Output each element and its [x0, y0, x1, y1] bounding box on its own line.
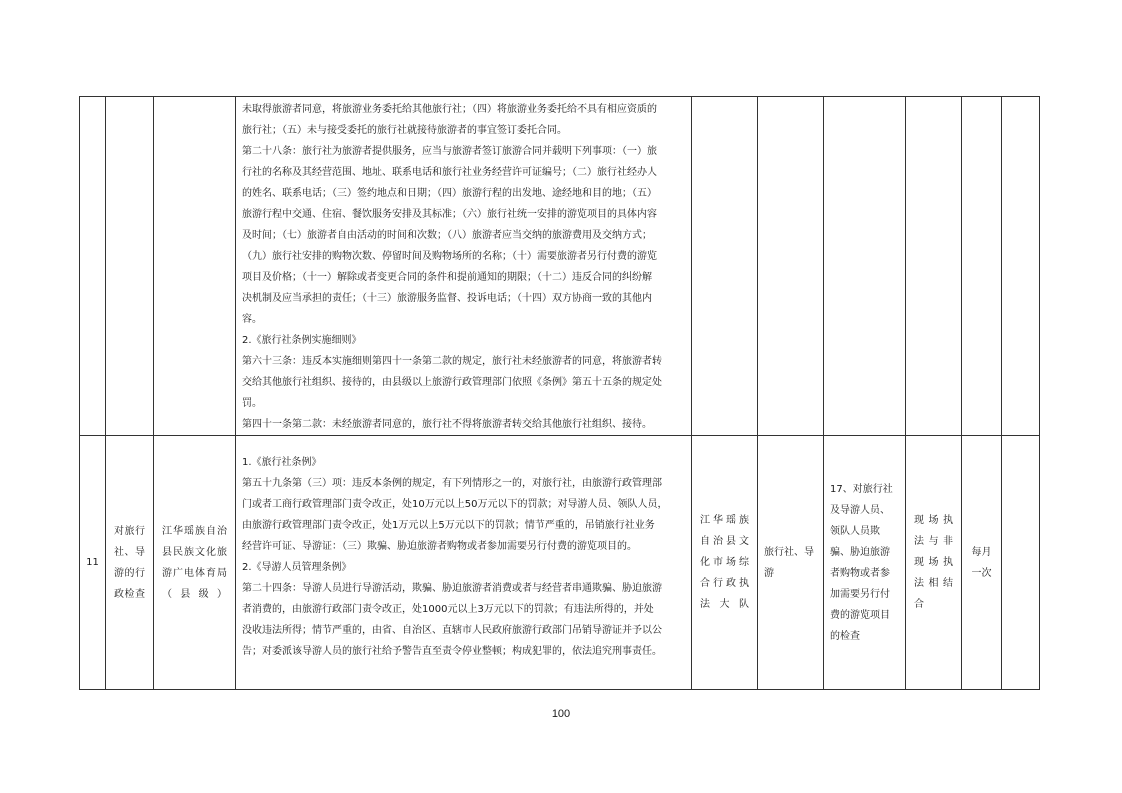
basis-line: 容。	[242, 314, 262, 325]
inspection-table	[79, 96, 1040, 690]
cell-remark	[1002, 436, 1040, 690]
cell-item: 对旅行社、导游的行政检查	[106, 436, 154, 690]
cell-target: 旅行社、导游	[758, 436, 824, 690]
basis-line: 项目及价格；（十一）解除或者变更合同的条件和提前通知的期限；（十二）违反合同的纠纷解	[242, 272, 652, 283]
cell-content: 17、对旅行社及导游人员、领队人员欺骗、胁迫旅游者购物或者参加需要另行付费的游览项目的检查	[824, 436, 906, 690]
cell-method	[906, 97, 962, 436]
basis-line: 2.《旅行社条例实施细则》	[242, 335, 362, 346]
cell-target	[758, 97, 824, 436]
basis-line: 第五十九条第（三）项：违反本条例的规定，有下列情形之一的，对旅行社，由旅游行政管理部	[242, 478, 662, 489]
basis-line: （九）旅行社安排的购物次数、停留时间及购物场所的名称；（十）需要旅游者另行付费的游览	[242, 251, 657, 262]
page-number: 100	[551, 708, 571, 720]
basis-line: 第二十四条：导游人员进行导游活动，欺骗、胁迫旅游者消费或者与经营者串通欺骗、胁迫旅游	[242, 583, 662, 594]
cell-implementer: 江华瑶族自治县文化市场综合行政执法大队	[692, 436, 758, 690]
basis-line: 及时间；（七）旅游者自由活动的时间和次数；（八）旅游者应当交纳的旅游费用及交纳方式；	[242, 230, 652, 241]
basis-line: 者消费的，由旅游行政部门责令改正，处1000元以上3万元以下的罚款；有违法所得的，并处	[242, 604, 654, 615]
cell-frequency	[962, 97, 1002, 436]
basis-line: 由旅游行政管理部门责令改正，处1万元以上5万元以下的罚款；情节严重的，吊销旅行社业务	[242, 520, 655, 531]
basis-line: 交给其他旅行社组织、接待的，由县级以上旅游行政管理部门依照《条例》第五十五条的规定处	[242, 377, 662, 388]
cell-number: 11	[80, 436, 106, 690]
basis-line: 第六十三条：违反本实施细则第四十一条第二款的规定，旅行社未经旅游者的同意，将旅游者转	[242, 356, 662, 367]
table-row-11	[80, 436, 1040, 690]
cell-implementer	[692, 97, 758, 436]
basis-line: 2.《导游人员管理条例》	[242, 562, 352, 573]
cell-item	[106, 97, 154, 436]
basis-line: 告；对委派该导游人员的旅行社给予警告直至责令停业整顿；构成犯罪的，依法追究刑事责任。	[242, 646, 662, 657]
basis-line: 行社的名称及其经营范围、地址、联系电话和旅行社业务经营许可证编号；（二）旅行社经办人	[242, 167, 657, 178]
cell-number	[80, 97, 106, 436]
basis-line: 门或者工商行政管理部门责令改正，处10万元以上50万元以下的罚款；对导游人员、领队人员，	[242, 499, 668, 510]
cell-frequency: 每月一次	[962, 436, 1002, 690]
cell-content	[824, 97, 906, 436]
cell-agency: 江华瑶族自治县民族文化旅游广电体育局（县级）	[154, 436, 236, 690]
basis-line: 经营许可证、导游证：（三）欺骗、胁迫旅游者购物或者参加需要另行付费的游览项目的。	[242, 541, 637, 552]
basis-line: 决机制及应当承担的责任；（十三）旅游服务监督、投诉电话；（十四）双方协商一致的其他内	[242, 293, 652, 304]
cell-method: 现场执法与非现场执法相结合	[906, 436, 962, 690]
basis-line: 旅行社；（五）未与接受委托的旅行社就接待旅游者的事宜签订委托合同。	[242, 125, 567, 136]
basis-line: 1.《旅行社条例》	[242, 457, 322, 468]
basis-line: 的姓名、联系电话；（三）签约地点和日期；（四）旅游行程的出发地、途经地和目的地；（五）	[242, 188, 657, 199]
basis-line: 旅游行程中交通、住宿、餐饮服务安排及其标准；（六）旅行社统一安排的游览项目的具体内容	[242, 209, 657, 220]
basis-line: 第二十八条：旅行社为旅游者提供服务，应当与旅游者签订旅游合同并载明下列事项：（一）旅	[242, 146, 657, 157]
cell-remark	[1002, 97, 1040, 436]
basis-line: 没收违法所得；情节严重的，由省、自治区、直辖市人民政府旅游行政部门吊销导游证并予以公	[242, 625, 662, 636]
basis-line: 未取得旅游者同意，将旅游业务委托给其他旅行社；（四）将旅游业务委托给不具有相应资质的	[242, 104, 657, 115]
table-row-continued	[80, 97, 1040, 436]
basis-line: 罚。	[242, 398, 262, 409]
cell-basis	[236, 97, 692, 436]
cell-basis	[236, 436, 692, 690]
basis-line: 第四十一条第二款：未经旅游者同意的，旅行社不得将旅游者转交给其他旅行社组织、接待。	[242, 419, 652, 430]
cell-agency	[154, 97, 236, 436]
